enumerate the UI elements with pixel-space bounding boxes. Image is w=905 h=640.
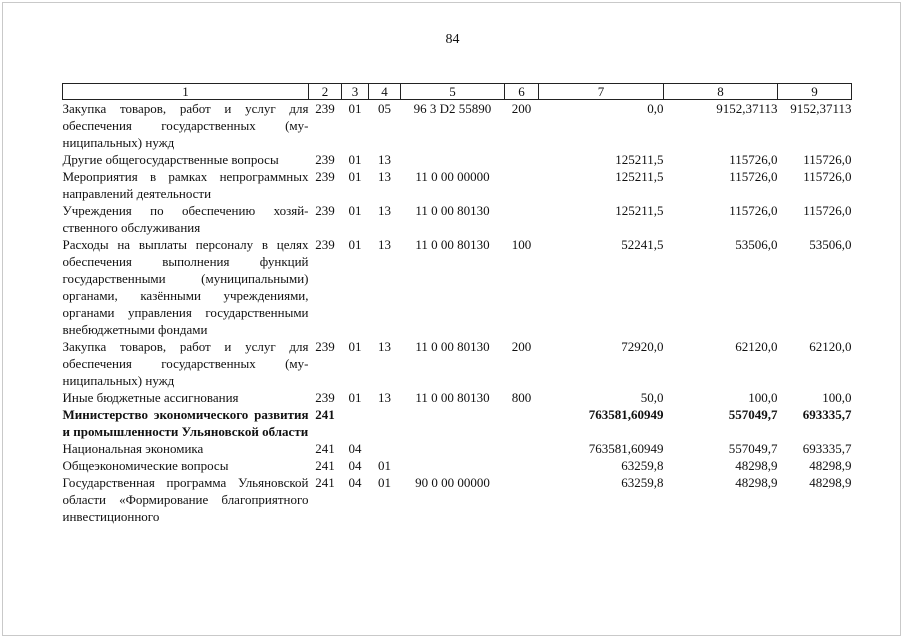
page-number: 84 [445,32,460,47]
row-admin-code: 241 [315,458,335,473]
table-row [63,440,852,457]
row-expense-type [505,168,539,202]
row-expense-type: 200 [511,339,532,354]
row-admin-code: 239 [315,237,335,252]
row-name: Другие общегосударственные вопросы [62,152,279,167]
table-row [63,406,852,440]
header-col-5: 5 [401,84,505,100]
budget-table [62,83,852,525]
table-body [63,100,852,526]
table-row [63,338,852,389]
row-amount-col9: 48298,9 [809,458,852,473]
row-expense-type [505,202,539,236]
table-row [63,474,852,525]
row-section: 04 [348,441,362,456]
row-section: 04 [348,475,362,490]
header-col-7: 7 [539,84,664,100]
row-admin-code: 239 [315,339,335,354]
row-subsection [369,440,401,457]
row-subsection: 13 [378,390,391,405]
row-expense-type: 800 [511,390,532,405]
row-name: Министерство экономического развития и промышленности Ульяновской области [62,407,309,439]
row-amount-col7: 125211,5 [615,203,664,218]
row-expense-type: 200 [511,101,532,116]
row-amount-col7: 50,0 [640,390,664,405]
row-amount-col7: 763581,60949 [588,441,664,456]
row-amount-col9: 53506,0 [809,237,852,252]
row-name: Государственная программа Ульяновской области «Формирование благоприятного инвестиционного [62,475,309,524]
row-amount-col9: 9152,37113 [790,101,852,116]
row-amount-col9: 693335,7 [802,441,852,456]
table-row [63,236,852,338]
header-col-3: 3 [342,84,369,100]
row-admin-code: 241 [315,407,335,422]
row-target-article [401,406,505,440]
row-expense-type [505,151,539,168]
row-amount-col8: 48298,9 [735,458,778,473]
row-target-article [401,457,505,474]
row-admin-code: 239 [315,101,335,116]
row-amount-col8: 53506,0 [735,237,778,252]
row-target-article: 11 0 00 00000 [415,169,490,184]
row-target-article: 90 0 00 00000 [415,475,490,490]
row-amount-col7: 0,0 [647,101,664,116]
table-row [63,202,852,236]
row-amount-col8: 100,0 [748,390,778,405]
row-amount-col8: 115726,0 [729,152,778,167]
row-amount-col8: 557049,7 [728,441,778,456]
row-name: Иные бюджетные ассигнования [62,390,239,405]
row-name: Закупка товаров, работ и услуг для обеспечения государственных (муниципальных) нужд [62,101,309,150]
row-admin-code: 239 [315,203,335,218]
row-section: 01 [348,152,362,167]
row-subsection [369,406,401,440]
row-amount-col9: 115726,0 [803,152,852,167]
row-amount-col8: 557049,7 [728,407,778,422]
row-section [342,406,369,440]
row-amount-col9: 693335,7 [802,407,852,422]
row-target-article [401,151,505,168]
header-col-8: 8 [664,84,778,100]
row-subsection: 13 [378,339,391,354]
row-amount-col8: 9152,37113 [716,101,778,116]
row-subsection: 13 [378,152,391,167]
row-expense-type: 100 [511,237,532,252]
row-expense-type [505,474,539,525]
row-name: Расходы на выплаты персоналу в целях обеспечения выполнения функций государственными (муниципальными) органами, казёнными учреждениями, органами управления государственными внебюджетными фондами [62,237,309,337]
table-row [63,168,852,202]
row-name: Учреждения по обеспечению хозяйственного обслуживания [62,203,309,235]
row-amount-col9: 115726,0 [803,203,852,218]
table-header-row [63,84,852,100]
row-target-article [401,440,505,457]
row-name: Общеэкономические вопросы [62,458,229,473]
row-section: 01 [348,203,362,218]
row-subsection: 05 [378,101,391,116]
header-col-2: 2 [309,84,342,100]
row-admin-code: 239 [315,152,335,167]
row-target-article: 96 3 D2 55890 [413,101,492,116]
row-amount-col7: 52241,5 [621,237,664,252]
row-amount-col8: 48298,9 [735,475,778,490]
row-amount-col7: 63259,8 [621,475,664,490]
row-section: 01 [348,169,362,184]
header-col-1: 1 [63,84,309,100]
row-amount-col9: 115726,0 [803,169,852,184]
header-col-9: 9 [778,84,852,100]
table-row [63,100,852,152]
row-amount-col7: 125211,5 [615,169,664,184]
row-amount-col7: 72920,0 [621,339,664,354]
row-section: 04 [348,458,362,473]
row-amount-col8: 62120,0 [735,339,778,354]
row-amount-col9: 100,0 [822,390,852,405]
row-amount-col9: 48298,9 [809,475,852,490]
row-name: Закупка товаров, работ и услуг для обеспечения государственных (муниципальных) нужд [62,339,309,388]
row-expense-type [505,457,539,474]
row-section: 01 [348,237,362,252]
row-name: Мероприятия в рамках непрограммных направлений деятельности [62,169,309,201]
row-target-article: 11 0 00 80130 [415,339,490,354]
row-admin-code: 241 [315,475,335,490]
header-col-4: 4 [369,84,401,100]
row-admin-code: 241 [315,441,335,456]
row-subsection: 01 [378,475,391,490]
row-amount-col9: 62120,0 [809,339,852,354]
row-amount-col7: 63259,8 [621,458,664,473]
row-amount-col8: 115726,0 [729,203,778,218]
row-amount-col8: 115726,0 [729,169,778,184]
row-amount-col7: 125211,5 [615,152,664,167]
table-row [63,151,852,168]
row-expense-type [505,406,539,440]
row-subsection: 13 [378,203,391,218]
row-section: 01 [348,339,362,354]
header-col-6: 6 [505,84,539,100]
row-subsection: 01 [378,458,391,473]
row-target-article: 11 0 00 80130 [415,390,490,405]
row-expense-type [505,440,539,457]
row-section: 01 [348,390,362,405]
row-admin-code: 239 [315,390,335,405]
row-target-article: 11 0 00 80130 [415,237,490,252]
row-target-article: 11 0 00 80130 [415,203,490,218]
table-row [63,389,852,406]
row-section: 01 [348,101,362,116]
row-name: Национальная экономика [62,441,204,456]
row-amount-col7: 763581,60949 [588,407,664,422]
row-subsection: 13 [378,169,391,184]
row-subsection: 13 [378,237,391,252]
row-admin-code: 239 [315,169,335,184]
table-row [63,457,852,474]
